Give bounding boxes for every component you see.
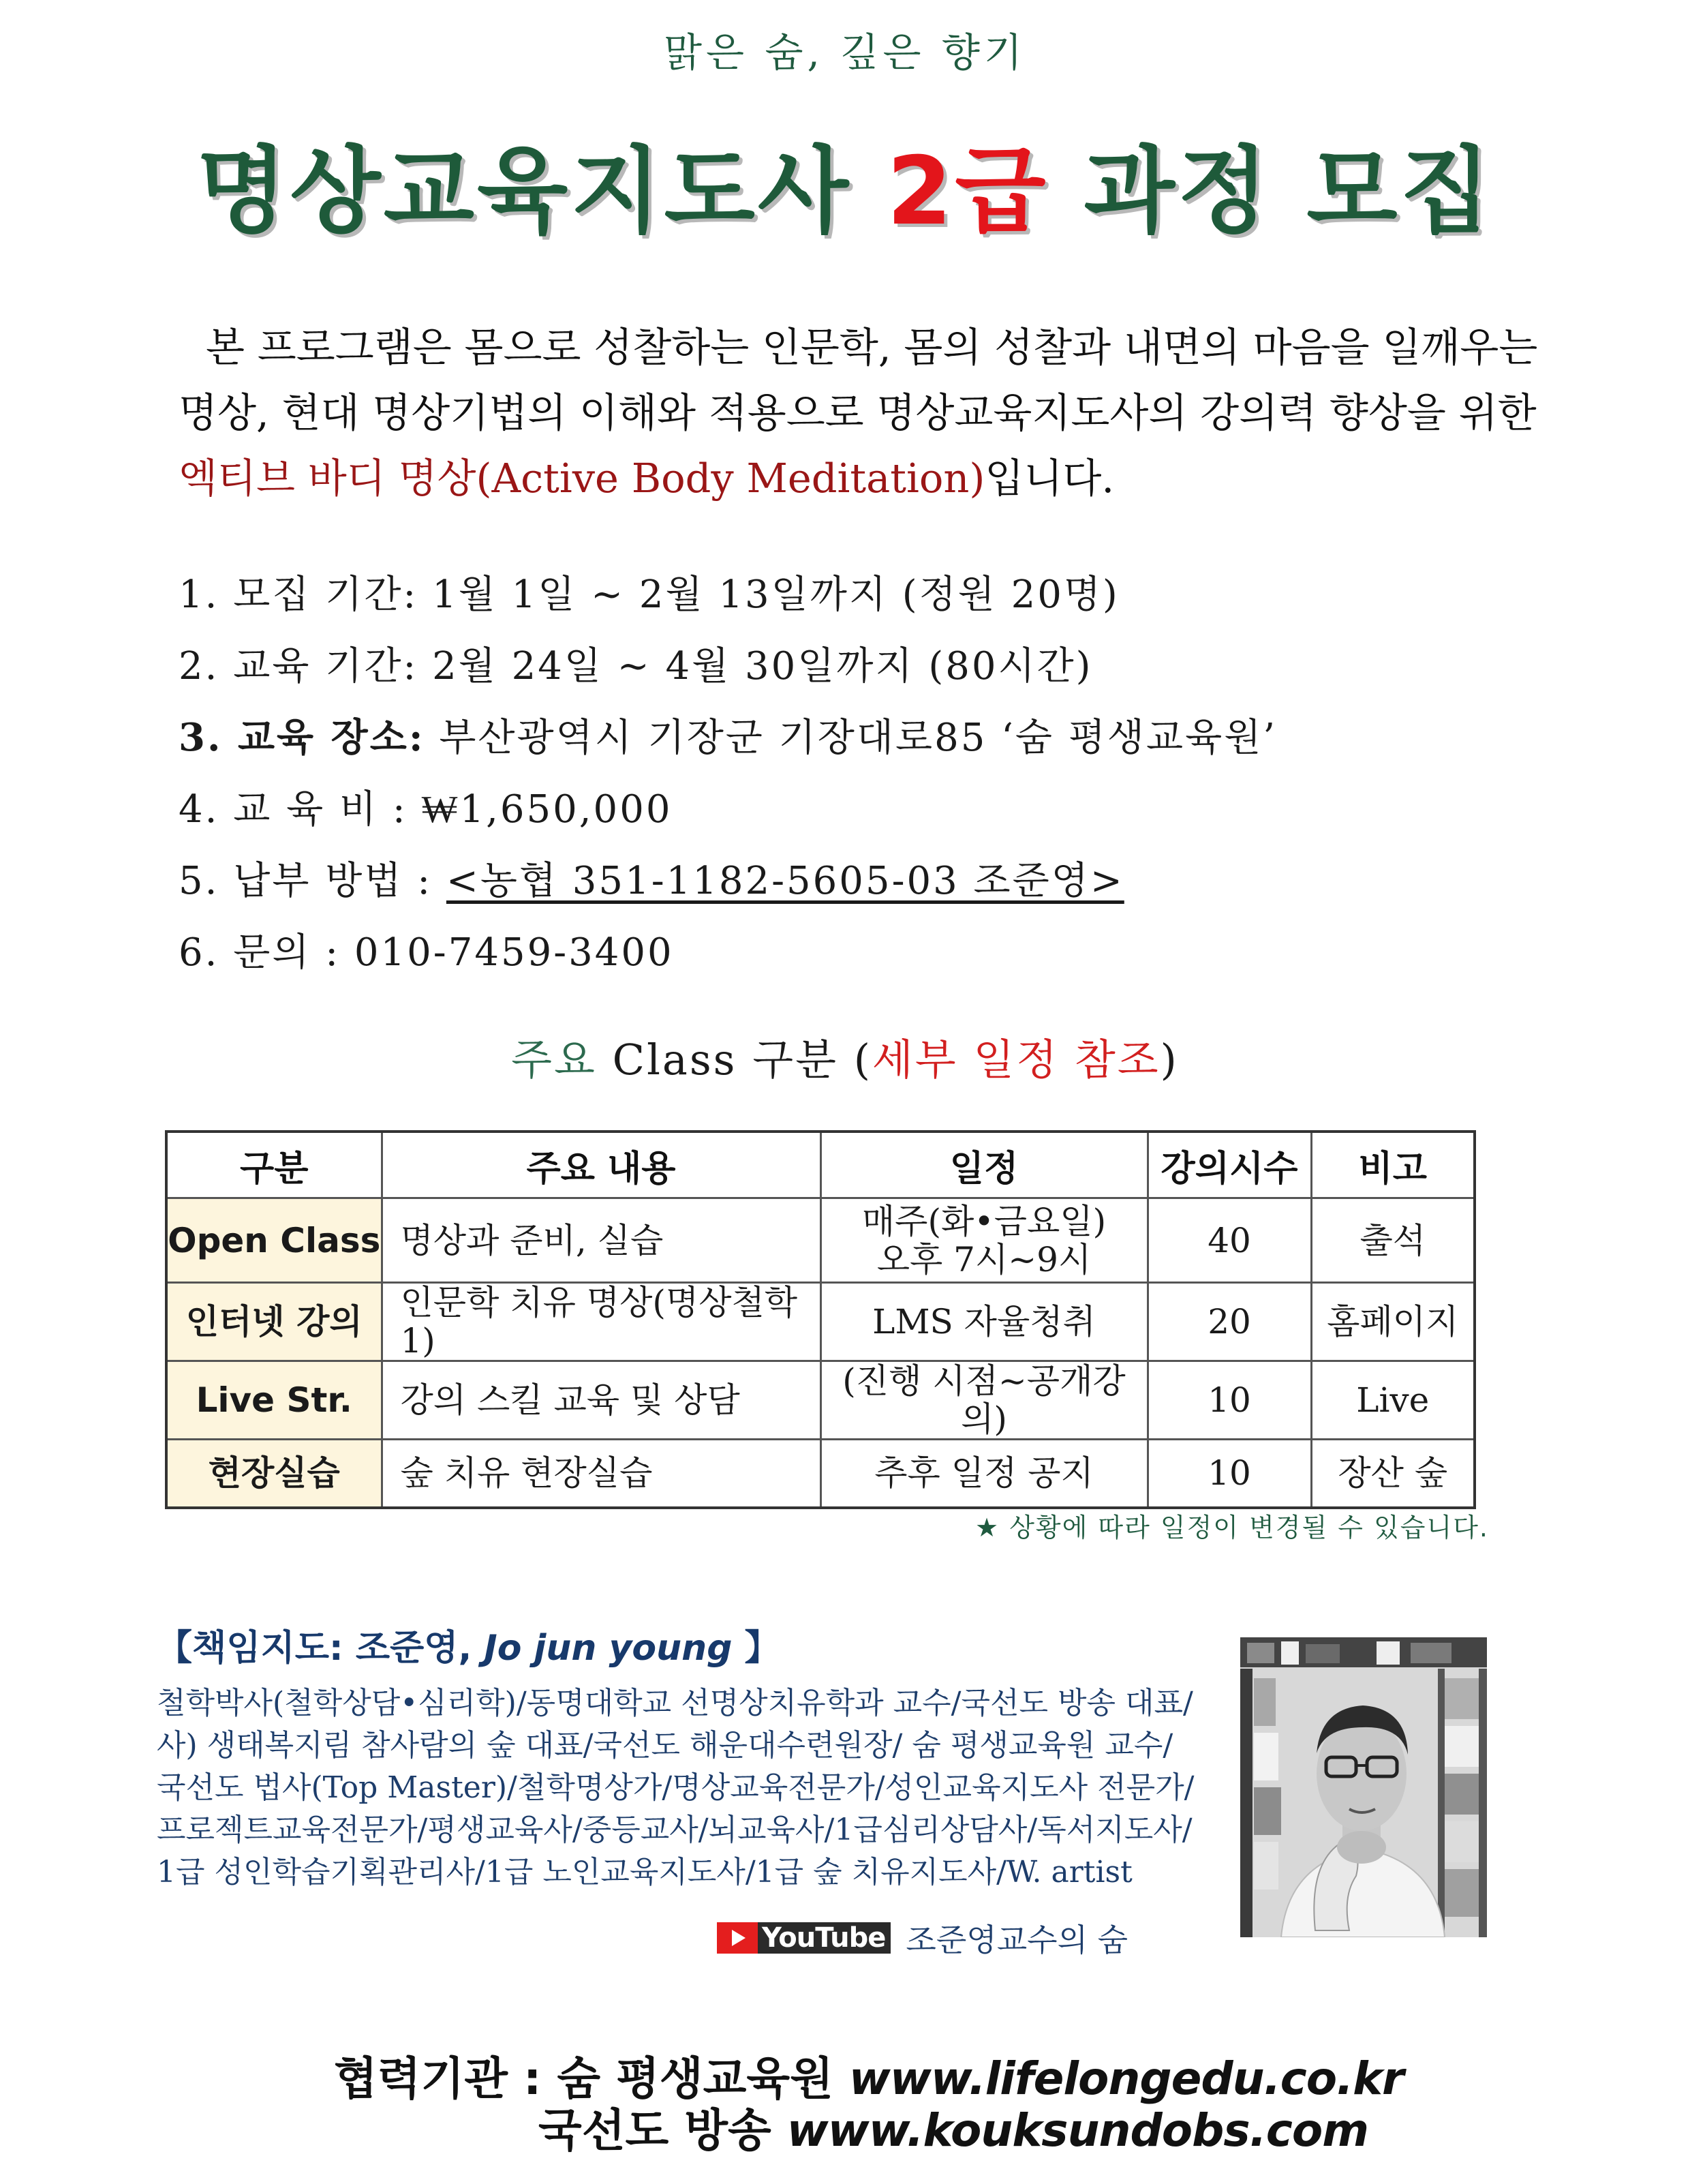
info-location-value: 부산광역시 기장군 기장대로85 ‘숨 평생교육원’ <box>425 716 1278 760</box>
info-payment-label: 5. 납부 방법 : <box>179 859 446 903</box>
row-schedule: (진행 시점~공개강의) <box>820 1361 1148 1440</box>
youtube-channel-link[interactable] <box>717 1915 1128 1960</box>
row-content: 강의 스킬 교육 및 상담 <box>382 1361 820 1440</box>
intro-line-3-rest: 입니다. <box>985 455 1115 502</box>
info-education-period: 2. 교육 기간: 2월 24일 ~ 4월 30일까지 (80시간) <box>179 644 1093 688</box>
row-note: 장산 숲 <box>1311 1440 1475 1508</box>
row-hours: 20 <box>1148 1283 1311 1361</box>
instructor-heading-prefix: 【책임지도: 조준영, <box>157 1628 485 1669</box>
row-hours: 10 <box>1148 1440 1311 1508</box>
row-note: 출석 <box>1311 1198 1475 1283</box>
table-header-row <box>166 1132 1475 1198</box>
header-hours: 강의시수 <box>1148 1132 1311 1198</box>
row-schedule: 추후 일정 공지 <box>820 1440 1148 1508</box>
title-part1: 명상교육지도사 <box>196 136 887 246</box>
table-row <box>166 1440 1475 1508</box>
row-content: 숲 치유 현장실습 <box>382 1440 820 1508</box>
intro-line-2: 명상, 현대 명상기법의 이해와 적용으로 명상교육지도사의 강의력 향상을 위한 <box>179 389 1537 436</box>
info-payment <box>179 845 1541 917</box>
intro-line-3 <box>179 446 1569 511</box>
bio-line: 1급 성인학습기획관리사/1급 노인교육지도사/1급 숲 치유지도사/W. artist <box>157 1855 1133 1890</box>
row-content: 명상과 준비, 실습 <box>382 1198 820 1283</box>
row-category: Live Str. <box>166 1361 382 1440</box>
class-title-end: ) <box>1160 1035 1179 1085</box>
footer <box>334 2053 1424 2157</box>
info-recruit-period: 1. 모집 기간: 1월 1일 ~ 2월 13일까지 (정원 20명) <box>179 573 1120 617</box>
bio-line: 프로젝트교육전문가/평생교육사/중등교사/뇌교육사/1급심리상담사/독서지도사/ <box>157 1813 1193 1847</box>
info-location-label: 3. 교육 장소: <box>179 715 425 760</box>
row-schedule <box>820 1198 1148 1283</box>
info-list <box>179 559 1541 988</box>
table-row <box>166 1361 1475 1440</box>
row-content: 인문학 치유 명상(명상철학1) <box>382 1283 820 1361</box>
youtube-icon <box>717 1922 891 1954</box>
youtube-logo-text: YouTube <box>762 1922 886 1954</box>
header-content: 주요 내용 <box>382 1132 820 1198</box>
table-row <box>166 1198 1475 1283</box>
intro-line-1: 본 프로그램은 몸으로 성찰하는 인문학, 몸의 성찰과 내면의 마음을 일깨우는 <box>206 324 1538 371</box>
table-row <box>166 1283 1475 1361</box>
instructor-heading-suffix: 】 <box>732 1628 780 1669</box>
bio-line: 사) 생태복지림 참사람의 숲 대표/국선도 해운대수련원장/ 숨 평생교육원 교수/ <box>157 1728 1173 1763</box>
footer-broadcast-label: 국선도 방송 <box>538 2104 787 2157</box>
info-payment-account: <농협 351-1182-5605-03 조준영> <box>446 859 1124 903</box>
schedule-change-note: ★ 상황에 따라 일정이 변경될 수 있습니다. <box>975 1513 1489 1543</box>
play-icon <box>717 1922 758 1954</box>
intro-highlight: 엑티브 바디 명상(Active Body Meditation) <box>179 455 985 502</box>
title-part2: 과정 모집 <box>1048 136 1494 246</box>
info-location <box>179 702 1541 774</box>
instructor-photo-graphic <box>1240 1637 1487 1937</box>
instructor-photo <box>1240 1637 1487 1937</box>
row-hours: 40 <box>1148 1198 1311 1283</box>
title-highlight: 2급 <box>887 136 1049 246</box>
instructor-heading <box>157 1619 780 1670</box>
footer-broadcast <box>334 2105 1424 2157</box>
row-category: Open Class <box>166 1198 382 1283</box>
row-note: 홈페이지 <box>1311 1283 1475 1361</box>
info-contact: 6. 문의 : 010-7459-3400 <box>179 930 674 975</box>
class-title-mid: Class 구분 ( <box>596 1035 872 1085</box>
row-schedule-line2: 오후 7시~9시 <box>876 1239 1092 1279</box>
header-schedule: 일정 <box>820 1132 1148 1198</box>
page-title <box>0 116 1690 251</box>
row-note: Live <box>1311 1361 1475 1440</box>
youtube-channel-name: 조준영교수의 숨 <box>906 1922 1128 1958</box>
tagline: 맑은 숨, 깊은 향기 <box>664 29 1026 76</box>
row-category: 현장실습 <box>166 1440 382 1508</box>
class-title-red: 세부 일정 참조 <box>872 1035 1161 1085</box>
header-category: 구분 <box>166 1132 382 1198</box>
class-title-green: 주요 <box>511 1035 597 1085</box>
bio-line: 국선도 법사(Top Master)/철학명상가/명상교육전문가/성인교육지도사 전문가/ <box>157 1770 1195 1805</box>
instructor-bio <box>157 1682 1220 1894</box>
intro-paragraph <box>179 315 1569 511</box>
class-section-title <box>0 1026 1690 1087</box>
partner-url-link[interactable]: www.lifelongedu.co.kr <box>848 2052 1404 2105</box>
header-note: 비고 <box>1311 1132 1475 1198</box>
row-category: 인터넷 강의 <box>166 1283 382 1361</box>
row-hours: 10 <box>1148 1361 1311 1440</box>
instructor-name-english: Jo jun young <box>484 1628 733 1669</box>
bio-line: 철학박사(철학상담•심리학)/동명대학교 선명상치유학과 교수/국선도 방송 대표/ <box>157 1686 1193 1720</box>
row-schedule-line1: 매주(화•금요일) <box>861 1201 1107 1241</box>
info-tuition: 4. 교 육 비 : ₩1,650,000 <box>179 787 673 832</box>
schedule-table <box>165 1130 1476 1509</box>
footer-partner <box>334 2053 1424 2105</box>
broadcast-url-link[interactable]: www.kouksundobs.com <box>786 2104 1368 2157</box>
footer-partner-label: 협력기관 : 숨 평생교육원 <box>334 2052 849 2105</box>
row-schedule: LMS 자율청취 <box>820 1283 1148 1361</box>
